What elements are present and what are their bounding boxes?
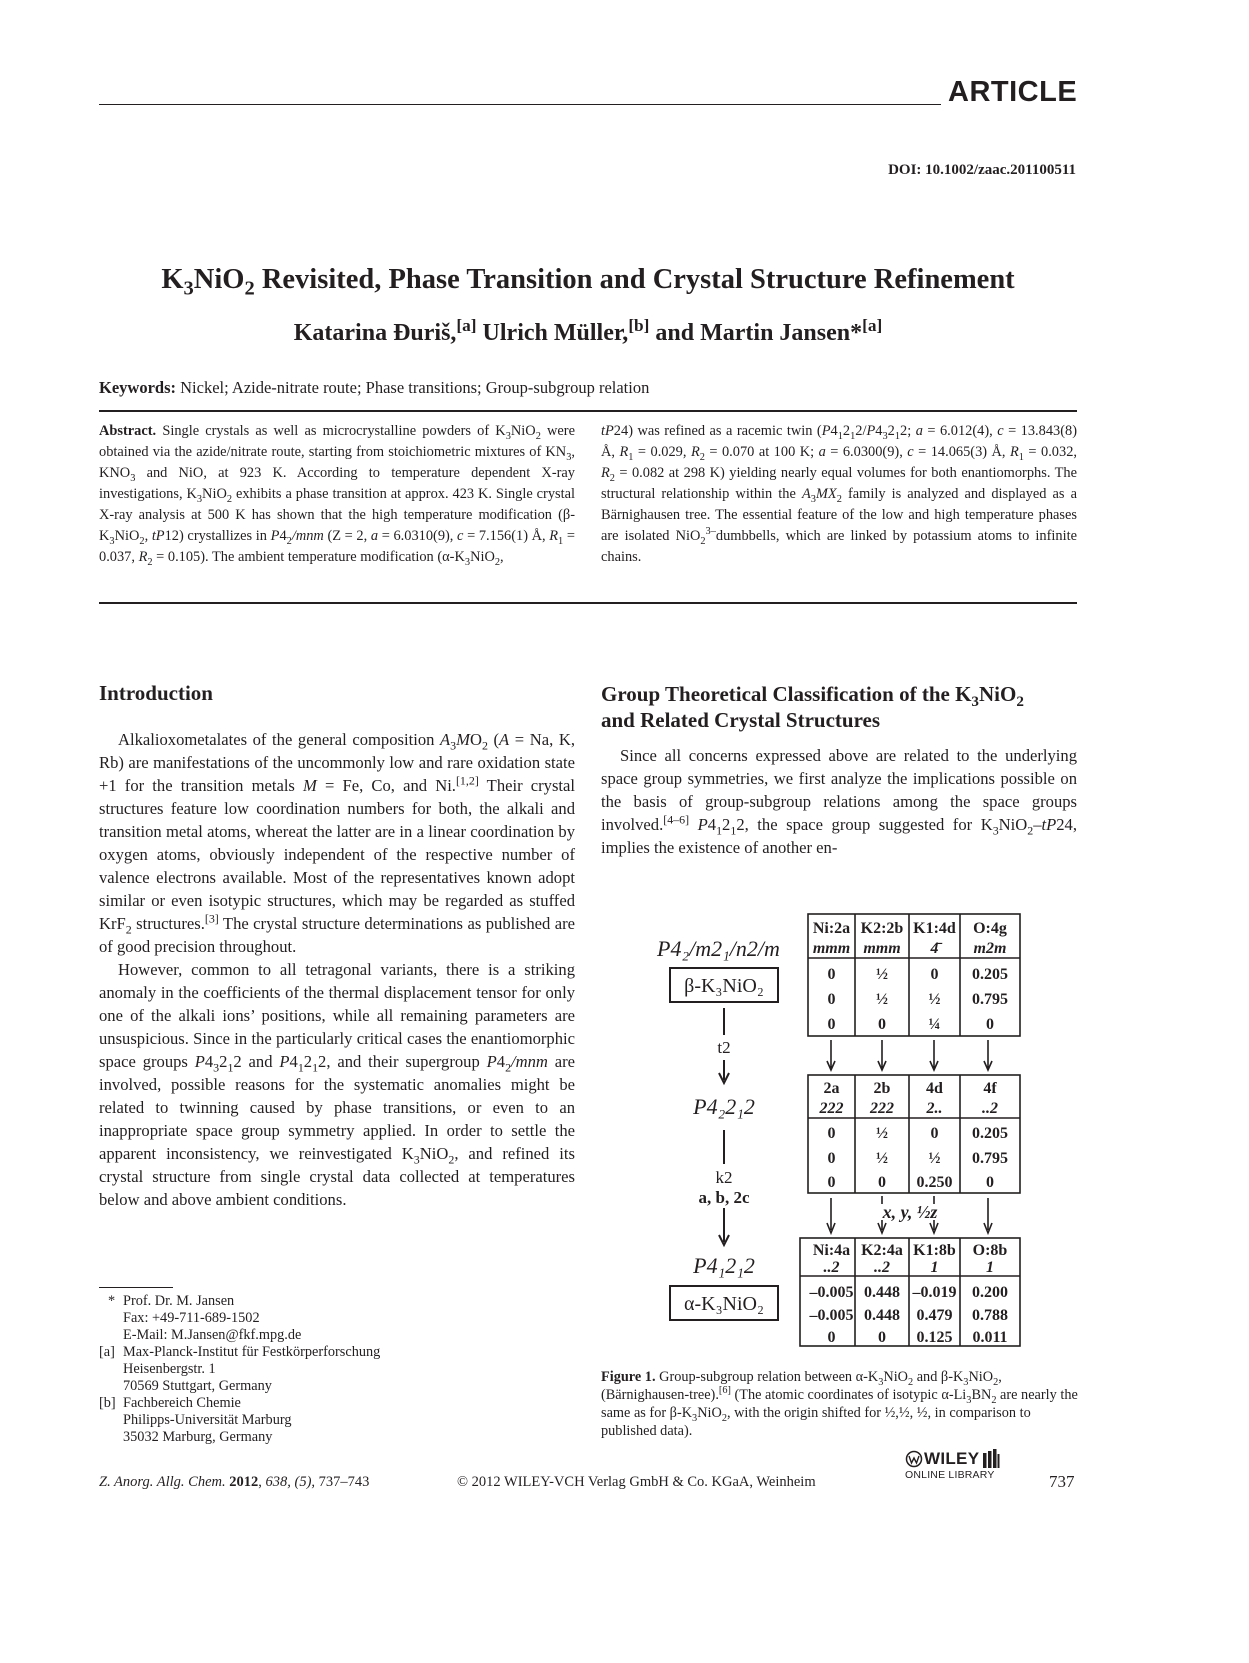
table-bot-coord-cell: –0.005 (809, 1284, 854, 1301)
table-bot-symmetry-cell: 1 (930, 1259, 939, 1276)
t2-label: t2 (717, 1038, 731, 1057)
sg-mid: P4₂2₁2 (693, 1094, 755, 1119)
footer-citation: Z. Anorg. Allg. Chem. 2012, 638, (5), 737–743 (99, 1474, 370, 1490)
abstract-top-rule (99, 410, 1077, 412)
table-bot-symmetry-cell: 1 (986, 1259, 994, 1276)
table-mid-coord-cell: 0 (827, 1174, 836, 1191)
group-body: Since all concerns expressed above are related to the underlying space group symmetries, we first analyze the implications possible on the basis of group-subgroup relations among the space groups involved.[4–6] $P4_12_12$, the space group suggested for $K_3NiO_2-tP24$, implies the existence of another en- (601, 746, 1077, 857)
table-bot-head-cell: K1:8b (913, 1242, 956, 1259)
page-number: 737 (1049, 1472, 1075, 1491)
footnotes: * Prof. Dr. M. Jansen Fax: +49-711-689-1502 E-Mail: M.Jansen@fkf.mpg.de [a] Max-Planck-Institut für Festkörperforschung Heisenbergstr. 1 70569 Stuttgart, Germany [b] Fachbereich Chemie Philipps-Universität Marburg 35032 Marburg, Germany (99, 1293, 381, 1445)
table-top-coord-cell: ½ (876, 991, 888, 1008)
sg-bot: P4₁2₁2 (693, 1253, 755, 1278)
table-bot-coord-cell: 0.788 (972, 1307, 1008, 1324)
online-library-text: ONLINE LIBRARY (905, 1469, 995, 1481)
k2-basis: a, b, 2c (698, 1188, 750, 1207)
table-top-coord-cell: 0 (986, 1016, 994, 1033)
table-mid-head-cell: 4f (983, 1080, 997, 1097)
figure-caption: Figure 1. Group-subgroup relation between $\alpha-K_3NiO_2$ and $\beta-K_3NiO_2$, (Bärnighausen-tree).[6] (The atomic coordinates of isotypic $\alpha-Li_3BN_2$ are nearly the same as for $\beta-K_3NiO_2$, with the origin shifted for ½,½, ½, in comparison to published data). (601, 1369, 1078, 1439)
table-top-coord-cell: ½ (876, 966, 888, 983)
table-top-head-cell: O:4g (973, 920, 1007, 937)
table-bot-head-cell: K2:4a (861, 1242, 903, 1259)
table-top-symmetry-cell: m2m (973, 940, 1007, 957)
table-top-symmetry-cell: mmm (812, 940, 851, 957)
barnighausen-tree-figure (640, 908, 1035, 1354)
table-top-coord-cell: 0.205 (972, 966, 1008, 983)
table-top-coord-cell: 0 (827, 1016, 836, 1033)
table-top-coord-cell: ¼ (928, 1016, 941, 1033)
doi: DOI: 10.1002/zaac.201100511 (888, 162, 1076, 178)
shift-label: x, y, ½z (882, 1202, 938, 1222)
table-top-coord-cell: ½ (928, 991, 941, 1008)
table-top-coord-cell: 0 (930, 966, 939, 983)
table-mid-symmetry-cell: 2.. (926, 1100, 943, 1117)
table-mid-coord-cell: 0 (827, 1150, 836, 1167)
wiley-logo (905, 1449, 1005, 1481)
abstract-col-left: Abstract. Single crystals as well as microcrystalline powders of $K_3NiO_2$ were obtained via the azide/nitrate route, starting from stoichiometric mixtures of $KN_3$, $KNO_3$ and NiO, at 923 K. According to temperature dependent X-ray investigations, $K_3NiO_2$ exhibits a phase transition at approx. 423 K. Single crystal X-ray analysis at 500 K has shown that the high temperature modification ($\beta-K_3NiO_2$, tP12) crystallizes in $P4_2$/mnm (Z = 2, a = 6.0310(9), c = 7.156(1) Å, $R_1 = 0.037$, $R_2 = 0.105$). The ambient temperature modification ($\alpha-K_3NiO_2$, (99, 423, 575, 568)
table-mid-coord-cell: 0 (827, 1125, 836, 1142)
table-top-head-cell: K2:2b (860, 920, 904, 937)
table-mid-coord-cell: 0 (986, 1174, 994, 1191)
group-heading: Group Theoretical Classification of the $K_3NiO_2$ and Related Crystal Structures (601, 682, 1024, 732)
arrow-t2-lower (719, 1060, 729, 1083)
table-bot-coord-cell: 0.011 (972, 1329, 1008, 1346)
table-bot-coord-cell: 0.448 (864, 1307, 900, 1324)
table-mid-symmetry-cell: 222 (819, 1100, 844, 1117)
arrow-k2-lower (719, 1208, 729, 1245)
library-books-icon (982, 1449, 1000, 1469)
table-bot-head-cell: O:8b (972, 1242, 1008, 1259)
table-mid-coord-cell: 0.250 (916, 1174, 953, 1191)
table-bot-coord-cell: 0.200 (972, 1284, 1008, 1301)
table-top-coord-cell: 0 (878, 1016, 886, 1033)
table-top-coord-cell: 0.795 (972, 991, 1008, 1008)
table-mid-symmetry-cell: ..2 (982, 1100, 998, 1117)
footer-copyright: © 2012 WILEY-VCH Verlag GmbH & Co. KGaA, Weinheim (457, 1474, 816, 1490)
abstract-bottom-rule (99, 602, 1077, 604)
table-mid-head-cell: 2a (823, 1080, 840, 1097)
table-top-symmetry-cell: mmm (863, 940, 901, 957)
authors: Katarina Đuriš,[a] Ulrich Müller,[b] and Martin Jansen*[a] (293, 316, 883, 346)
table-bot-coord-cell: –0.019 (912, 1284, 957, 1301)
keywords: Keywords: Nickel; Azide-nitrate route; Phase transitions; Group-subgroup relation (99, 378, 650, 397)
table-mid-head-cell: 4d (926, 1080, 943, 1097)
table-bot-symmetry-cell: ..2 (874, 1259, 890, 1276)
beta-label: β-K₃NiO₂ (684, 975, 764, 997)
table-mid-coord-cell: ½ (928, 1150, 941, 1167)
intro-body: Alkalioxometalates of the general composition $A_3MO_2$ (A = Na, K, Rb) are manifestations of the uncommonly low and rare oxidation state +1 for the transition metals M = Fe, Co, and Ni.[1,2] Their crystal structures feature low coordination numbers for both, the alkali and transition metal atoms, whereat the latter are in a linear coordination by oxygen atoms, obviously independent of the respective number of valence electrons available. Most of the representatives known adopt similar or even isotypic structures, which may be regarded as stuffed KrF$_2$ structures.[3] The crystal structure determinations as published are of good precision throughout. However, common to all tetragonal variants, there is a striking anomaly in the coefficients of the thermal displacement tensor for only one of the alkali ions’ positions, while all remaining parameters are unsuspicious. Since in the particularly critical cases the enantiomorphic space groups $P4_32_12$ and $P4_12_12$, and their supergroup $P4_2$/mnm are involved, possible reasons for the systematic anomalies might be related to twinning caused by phase transitions, or even to an inappropriate space group symmetry applied. In order to settle the apparent inconsistency, we reinvestigated $K_3NiO_2$, and refined its crystal structure from single crystal data collected at temperatures below and above ambient conditions. (99, 730, 576, 1209)
alpha-label: α-K₃NiO₂ (684, 1293, 764, 1315)
table-top-head-cell: Ni:2a (812, 920, 851, 937)
table-mid-coord-cell: 0.795 (972, 1150, 1008, 1167)
table-top-coord-cell: 0 (827, 966, 836, 983)
intro-heading: Introduction (99, 681, 213, 705)
table-mid-coord-cell: ½ (876, 1125, 888, 1142)
abstract-col-right: tP24) was refined as a racemic twin ($P4_12_12/P4_32_12$; a = 6.012(4), c = 13.843(8) Å, $R_1 = 0.029$, $R_2 = 0.070$ at 100 K; a = 6.0300(9), c = 14.065(3) Å, $R_1 = 0.032$, $R_2 = 0.082$ at 298 K) yielding nearly equal volumes for both enantiomorphs. The structural relationship within the $A_3MX_2$ family is analyzed and displayed as a Bärnighausen tree. The essential feature of the low and high temperature phases are isolated NiO$_2^{3-}$dumbbells, which are linked by potassium atoms to infinite chains. (601, 423, 1078, 565)
footnote-rule (99, 1287, 173, 1288)
table-mid-coord-cell: 0.205 (972, 1125, 1008, 1142)
wiley-emblem-icon (905, 1450, 923, 1468)
table-bot-coord-cell: 0.448 (864, 1284, 900, 1301)
table-bot-coord-cell: –0.005 (809, 1307, 854, 1324)
table-mid-coord-cell: 0 (930, 1125, 939, 1142)
table-bot-symmetry-cell: ..2 (823, 1259, 840, 1276)
table-top-coord-cell: 0 (827, 991, 836, 1008)
table-mid-head-cell: 2b (873, 1080, 891, 1097)
article-label: ARTICLE (948, 76, 1078, 108)
table-bot-coord-cell: 0 (878, 1329, 886, 1346)
table-bot-coord-cell: 0.125 (916, 1329, 953, 1346)
k2-label: k2 (715, 1168, 733, 1187)
table-mid-coord-cell: ½ (876, 1150, 888, 1167)
paper-title: $K_3NiO_2$ Revisited, Phase Transition and Crystal Structure Refinement (161, 264, 1015, 300)
header-rule (99, 104, 941, 105)
wiley-wordmark: WILEY (924, 1449, 980, 1468)
table-top-head-cell: K1:4d (913, 920, 956, 937)
table-mid-coord-cell: 0 (878, 1174, 886, 1191)
table-bot-coord-cell: 0 (827, 1329, 836, 1346)
table-top-symmetry-cell: 4̄ (930, 940, 939, 957)
sg-top: P4₂/m2₁/n2/m (657, 936, 780, 961)
table-bot-head-cell: Ni:4a (812, 1242, 851, 1259)
table-bot-coord-cell: 0.479 (916, 1307, 953, 1324)
table-mid-symmetry-cell: 222 (870, 1100, 894, 1117)
